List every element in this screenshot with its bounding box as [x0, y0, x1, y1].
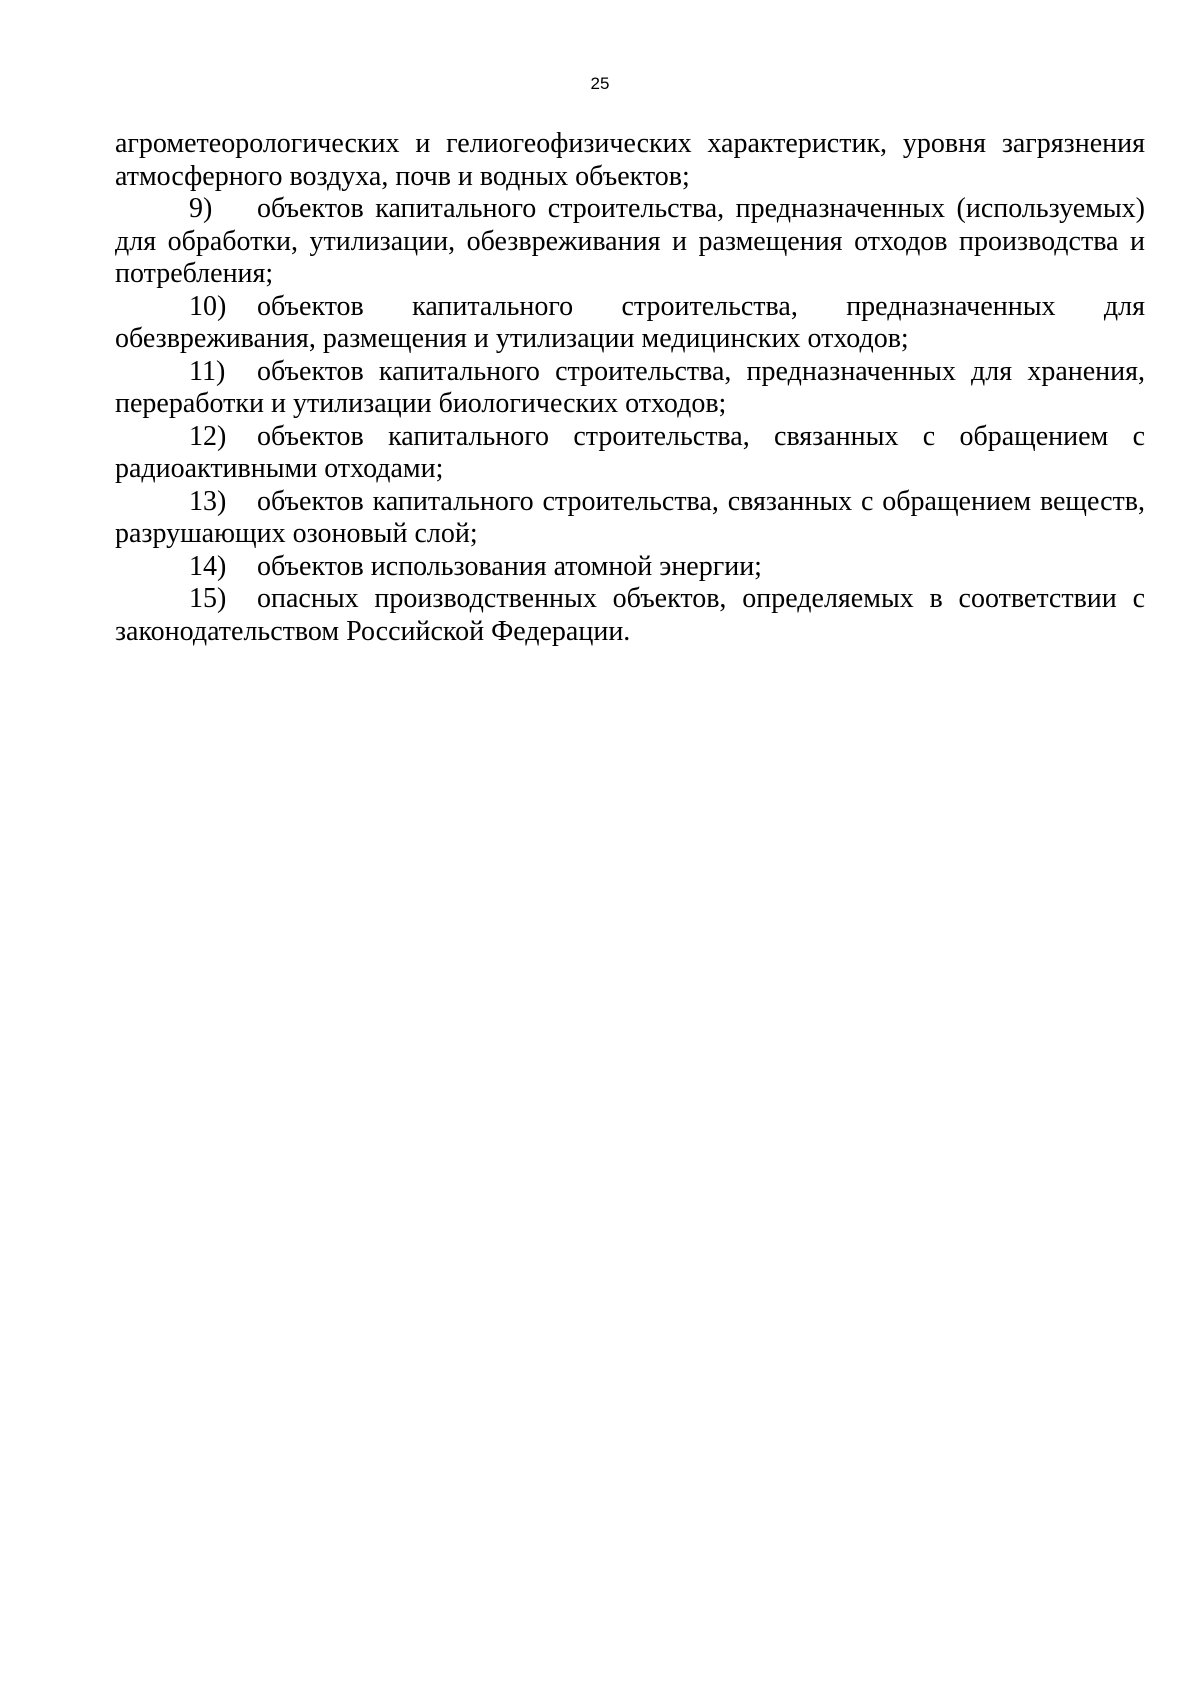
list-item-10 [115, 291, 1145, 356]
page-number: 25 [590, 74, 610, 93]
list-item-11 [115, 356, 1145, 421]
list-item-12 [115, 421, 1145, 486]
list-item-number: 14) [189, 550, 227, 582]
list-item-number: 13) [189, 485, 227, 517]
list-item-text: объектов капитального строительства, предназначенных (используемых) для обработки, утилизации, обезвреживания и размещения отходов производства и потребления; [115, 193, 1145, 289]
list-item-13 [115, 486, 1145, 551]
list-item-number: 10) [189, 290, 227, 322]
list-item-text: объектов капитального строительства, связанных с обращением веществ, разрушающих озоновый слой; [115, 485, 1145, 549]
list-item-text: объектов капитального строительства, предназначенных для хранения, переработки и утилизации биологических отходов; [115, 355, 1145, 419]
list-item-number: 15) [189, 583, 227, 614]
list-item-9 [115, 193, 1145, 291]
list-item-15 [115, 583, 1145, 648]
list-item-text: объектов капитального строительства, связанных с обращением с радиоактивными отходами; [115, 420, 1145, 484]
list-item-number: 11) [189, 355, 226, 387]
intro-paragraph: агрометеорологических и гелиогеофизических характеристик, уровня загрязнения атмосферного воздуха, почв и водных объектов; [115, 128, 1145, 192]
list-item-text: опасных производственных объектов, определяемых в соответствии с законодательством Российской Федерации. [115, 583, 1145, 647]
list-item-number: 12) [189, 420, 227, 452]
list-item-text: объектов капитального строительства, предназначенных для обезвреживания, размещения и утилизации медицинских отходов; [115, 290, 1145, 354]
list-item-14 [115, 551, 1145, 584]
list-item-text: объектов использования атомной энергии; [257, 550, 762, 582]
list-item-number: 9) [189, 193, 213, 224]
document-body [115, 128, 1145, 648]
